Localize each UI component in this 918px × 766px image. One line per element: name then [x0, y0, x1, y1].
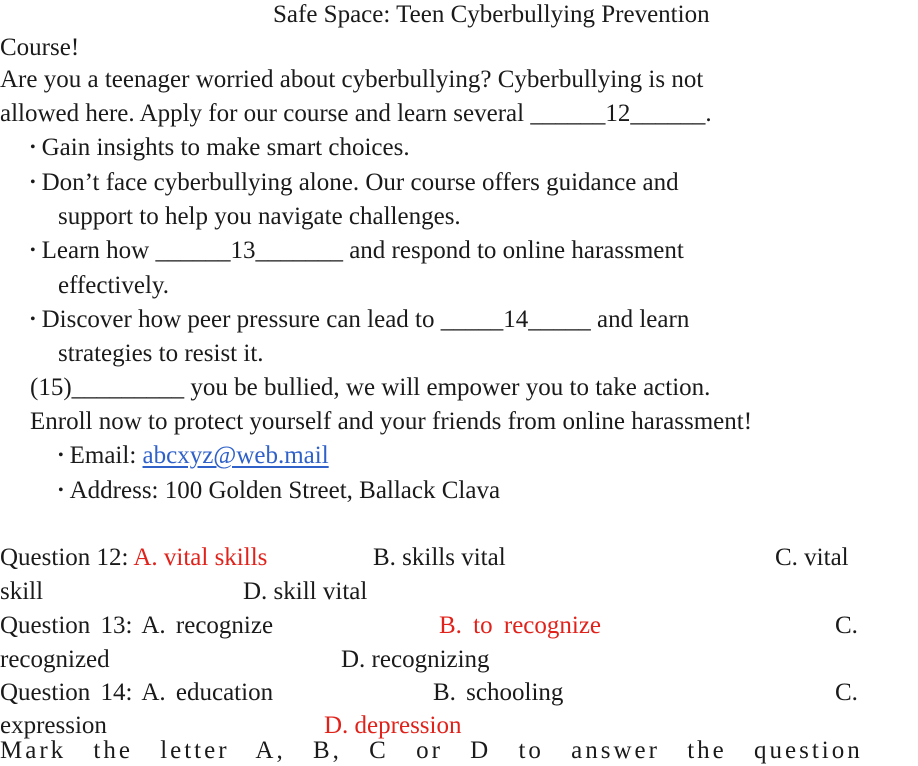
- q14-option-c-cont: expression: [0, 712, 107, 739]
- q12-label: Question 12:: [0, 544, 134, 571]
- bullet-4-text-a: Discover how peer pressure can lead to: [41, 306, 441, 333]
- bullet-2-text: Don’t face cyberbullying alone. Our course offers guidance and: [41, 169, 679, 196]
- question-15-line: [30, 373, 710, 403]
- q14-option-c[interactable]: C.: [835, 679, 858, 706]
- bullet-dot-icon: •: [30, 242, 36, 259]
- email-link[interactable]: abcxyz@web.mail: [142, 442, 329, 469]
- q14-label: Question 14:: [0, 679, 142, 706]
- q13-option-a[interactable]: A. recognize: [141, 612, 274, 639]
- blank-13: ______13_______: [155, 237, 343, 264]
- email-label: Email:: [69, 442, 143, 469]
- address-text: Address: 100 Golden Street, Ballack Clava: [69, 477, 501, 504]
- q13-option-b[interactable]: B. to recognize: [439, 612, 602, 639]
- bullet-3: [30, 236, 684, 269]
- bullet-dot-icon: •: [30, 139, 36, 156]
- q14-label-and-a: [0, 678, 273, 708]
- q14-option-b[interactable]: B. schooling: [433, 679, 564, 706]
- next-line-text: Mark the letter A, B, C or D to answer the question: [0, 737, 863, 764]
- q15-text: you be bullied, we will empower you to take action.: [184, 374, 711, 401]
- q12-option-c-cont: skill: [0, 578, 44, 605]
- address-line: [58, 476, 500, 509]
- bullet-1-text: Gain insights to make smart choices.: [41, 134, 410, 161]
- bullet-3-text-a: Learn how: [41, 237, 156, 264]
- q12-option-d[interactable]: D. skill vital: [243, 578, 368, 605]
- blank-15: _________: [71, 374, 185, 401]
- bullet-4: [30, 305, 689, 338]
- bullet-3-cont: effectively.: [58, 272, 170, 299]
- intro-line-1: Are you a teenager worried about cyberbullying? Cyberbullying is not: [0, 66, 704, 93]
- bullet-4-cont: strategies to resist it.: [58, 340, 264, 367]
- enroll-line: Enroll now to protect yourself and your friends from online harassment!: [30, 408, 753, 435]
- bullet-3-text-b: and respond to online harassment: [342, 237, 684, 264]
- q13-label-and-a: [0, 611, 273, 641]
- email-line: [58, 441, 329, 474]
- intro-line-2: [0, 99, 712, 129]
- bullet-dot-icon: •: [58, 482, 64, 499]
- q13-option-c-cont: recognized: [0, 646, 110, 673]
- q12-label-and-a: [0, 543, 267, 573]
- intro-period: .: [705, 100, 712, 127]
- bullet-dot-icon: •: [58, 447, 64, 464]
- course-title: Safe Space: Teen Cyberbullying Prevention: [273, 1, 710, 28]
- blank-14: _____14_____: [440, 306, 591, 333]
- bullet-dot-icon: •: [30, 174, 36, 191]
- q15-label: (15): [30, 374, 72, 401]
- q12-option-a[interactable]: A. vital skills: [133, 544, 268, 571]
- bullet-2-cont: support to help you navigate challenges.: [58, 203, 461, 230]
- bullet-2: [30, 168, 679, 201]
- q12-option-b[interactable]: B. skills vital: [373, 544, 506, 571]
- q13-option-d[interactable]: D. recognizing: [341, 646, 490, 673]
- bullet-4-text-b: and learn: [590, 306, 690, 333]
- q14-option-a[interactable]: A. education: [141, 679, 274, 706]
- bullet-1: [30, 133, 410, 166]
- q14-option-d[interactable]: D. depression: [324, 712, 462, 739]
- q13-option-c[interactable]: C.: [835, 612, 858, 639]
- blank-12: ______12______: [530, 100, 706, 127]
- bullet-dot-icon: •: [30, 311, 36, 328]
- next-line-cutoff: [0, 736, 918, 764]
- q13-label: Question 13:: [0, 612, 142, 639]
- q12-option-c[interactable]: C. vital: [775, 544, 849, 571]
- intro-text: allowed here. Apply for our course and learn several: [0, 100, 531, 127]
- course-title-cont: Course!: [0, 34, 80, 61]
